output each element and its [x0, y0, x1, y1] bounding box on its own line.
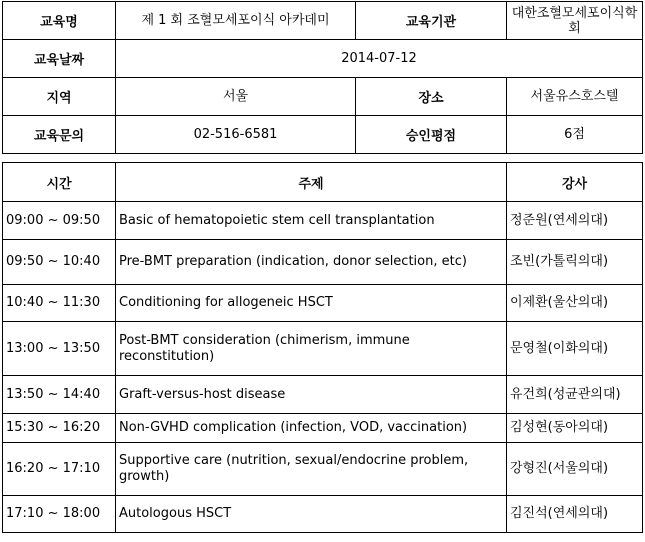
- place-value: 서울유스호스텔: [507, 78, 643, 116]
- credit-value: 6점: [507, 116, 643, 154]
- session-lecturer: 이제환(울산의대): [507, 285, 643, 322]
- course-name-value: 제 1 회 조혈모세포이식 아카데미: [116, 2, 356, 40]
- label-course-name: 교육명: [3, 2, 116, 40]
- session-lecturer: 김진석(연세의대): [507, 496, 643, 533]
- label-course-org: 교육기관: [356, 2, 507, 40]
- course-date-value: 2014-07-12: [116, 40, 643, 78]
- session-topic: Non-GVHD complication (infection, VOD, vaccination): [116, 414, 507, 443]
- course-info-table: [2, 1, 643, 154]
- session-time: 13:00 ~ 13:50: [3, 322, 116, 376]
- schedule-table: [2, 162, 643, 533]
- info-row-contact: [3, 116, 643, 154]
- table-row: [3, 414, 643, 443]
- session-lecturer: 김성현(동아의대): [507, 414, 643, 443]
- header-lecturer: 강사: [507, 163, 643, 202]
- session-lecturer: 유건희(성균관의대): [507, 376, 643, 414]
- table-row: [3, 240, 643, 285]
- session-topic: Supportive care (nutrition, sexual/endocrine problem, growth): [116, 443, 507, 496]
- session-lecturer: 강형진(서울의대): [507, 443, 643, 496]
- course-org-value: 대한조혈모세포이식학회: [507, 2, 643, 40]
- info-row-name: [3, 2, 643, 40]
- label-place: 장소: [356, 78, 507, 116]
- session-topic: Pre-BMT preparation (indication, donor selection, etc): [116, 240, 507, 285]
- schedule-header-row: [3, 163, 643, 202]
- table-row: [3, 202, 643, 240]
- header-time: 시간: [3, 163, 116, 202]
- session-time: 09:50 ~ 10:40: [3, 240, 116, 285]
- table-row: [3, 376, 643, 414]
- session-topic: Basic of hematopoietic stem cell transplantation: [116, 202, 507, 240]
- contact-value: 02-516-6581: [116, 116, 356, 154]
- label-credit: 승인평점: [356, 116, 507, 154]
- table-row: [3, 322, 643, 376]
- session-time: 17:10 ~ 18:00: [3, 496, 116, 533]
- session-topic: Graft-versus-host disease: [116, 376, 507, 414]
- session-time: 15:30 ~ 16:20: [3, 414, 116, 443]
- session-lecturer: 정준원(연세의대): [507, 202, 643, 240]
- session-lecturer: 조빈(가톨릭의대): [507, 240, 643, 285]
- info-row-date: [3, 40, 643, 78]
- session-time: 10:40 ~ 11:30: [3, 285, 116, 322]
- table-row: [3, 443, 643, 496]
- label-course-date: 교육날짜: [3, 40, 116, 78]
- session-lecturer: 문영철(이화의대): [507, 322, 643, 376]
- label-region: 지역: [3, 78, 116, 116]
- table-row: [3, 496, 643, 533]
- info-row-region: [3, 78, 643, 116]
- session-topic: Conditioning for allogeneic HSCT: [116, 285, 507, 322]
- label-contact: 교육문의: [3, 116, 116, 154]
- session-time: 09:00 ~ 09:50: [3, 202, 116, 240]
- header-topic: 주제: [116, 163, 507, 202]
- session-topic: Post-BMT consideration (chimerism, immune reconstitution): [116, 322, 507, 376]
- session-topic: Autologous HSCT: [116, 496, 507, 533]
- session-time: 16:20 ~ 17:10: [3, 443, 116, 496]
- session-time: 13:50 ~ 14:40: [3, 376, 116, 414]
- table-row: [3, 285, 643, 322]
- region-value: 서울: [116, 78, 356, 116]
